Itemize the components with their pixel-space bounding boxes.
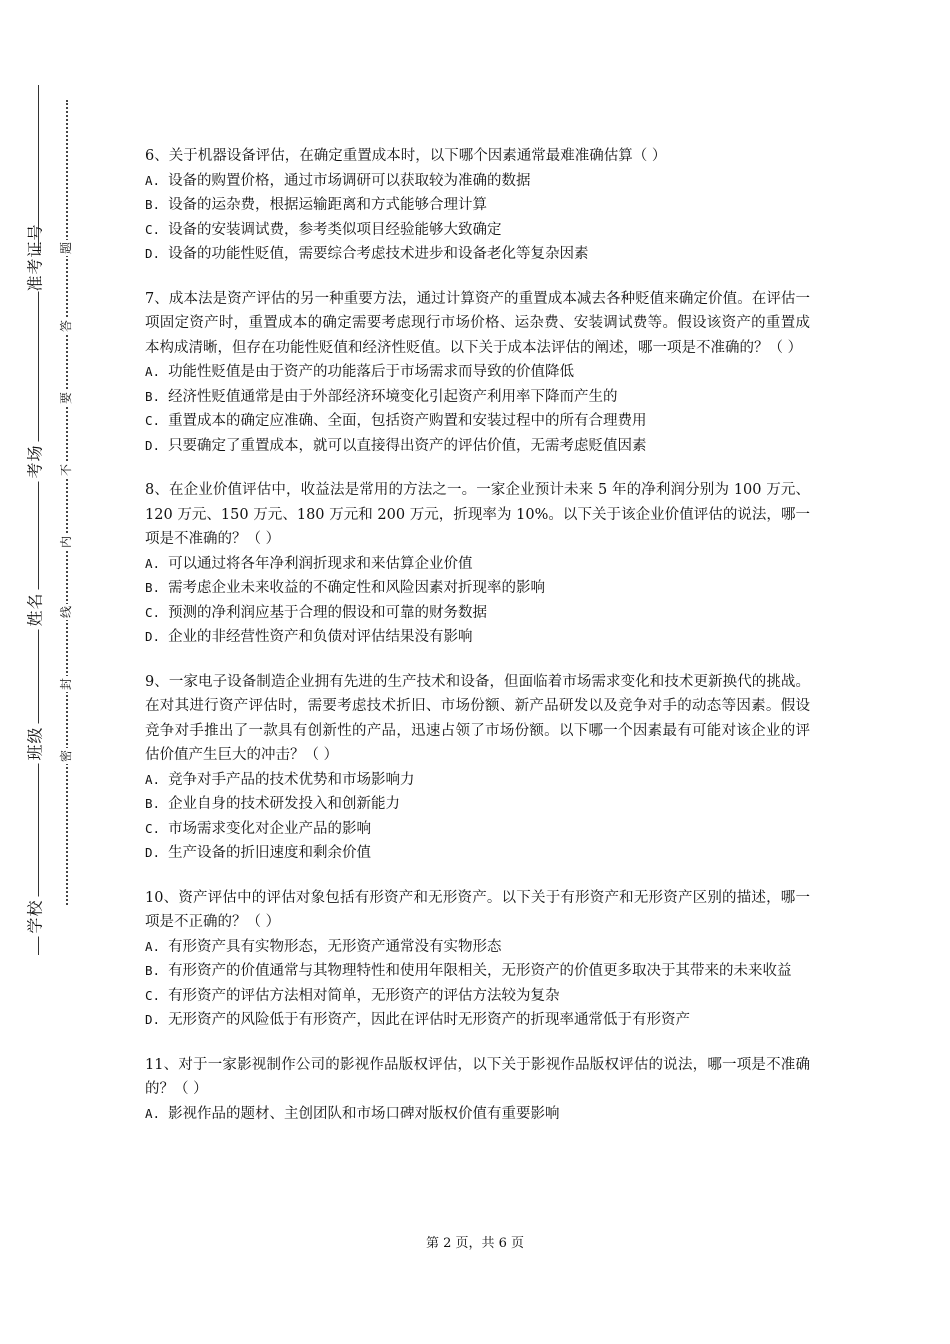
option-d: [145, 625, 810, 650]
option-label: A.: [145, 364, 161, 379]
question-10: [145, 886, 810, 1033]
question-6: [145, 144, 810, 267]
option-d: [145, 242, 810, 267]
option-a: [145, 360, 810, 385]
option-c: [145, 409, 810, 434]
option-label: D.: [145, 437, 161, 453]
question-stem: 9、一家电子设备制造企业拥有先进的生产技术和设备，但面临着市场需求变化和技术更新换代的挑战。在对其进行资产评估时，需要考虑技术折旧、市场份额、新产品研发以及竞争对手的动态等因素。假设竞争对手推出了一款具有创新性的产品，迅速占领了市场份额。以下哪一个因素最有可能对该企业的评估价值产生巨大的冲击？（ ）: [145, 673, 810, 763]
option-label: B.: [145, 963, 161, 978]
option-text: 生产设备的折旧速度和剩余价值: [168, 845, 372, 861]
option-label: D.: [145, 246, 161, 261]
question-list: [145, 144, 810, 1146]
option-c: [145, 218, 810, 243]
option-text: 重置成本的确定应准确、全面，包括资产购置和安装过程中的所有合理费用: [168, 413, 647, 429]
field-exam-number-label: 准考证号: [23, 252, 46, 292]
option-b: [145, 959, 810, 984]
option-b: [145, 385, 810, 410]
option-label: A.: [145, 1105, 161, 1121]
option-b: [145, 792, 810, 817]
option-label: C.: [145, 413, 161, 428]
option-text: 有形资产具有实物形态，无形资产通常没有实物形态: [168, 938, 502, 955]
option-text: 预测的净利润应基于合理的假设和可靠的财务数据: [168, 604, 488, 621]
option-label: B.: [145, 796, 161, 811]
option-text: 功能性贬值是由于资产的功能落后于市场需求而导致的价值降低: [168, 364, 575, 380]
option-label: A.: [145, 771, 161, 787]
option-text: 企业自身的技术研发投入和创新能力: [168, 796, 401, 812]
warning-char: 封: [59, 678, 73, 691]
option-text: 市场需求变化对企业产品的影响: [168, 820, 372, 837]
option-text: 设备的购置价格，通过市场调研可以获取较为准确的数据: [168, 172, 531, 189]
option-label: A.: [145, 172, 161, 188]
option-text: 有形资产的评估方法相对简单，无形资产的评估方法较为复杂: [168, 987, 560, 1004]
question-7: [145, 287, 810, 459]
option-text: 有形资产的价值通常与其物理特性和使用年限相关，无形资产的价值更多取决于其带来的未来收益: [168, 963, 792, 979]
option-a: [145, 768, 810, 793]
option-label: A.: [145, 938, 161, 954]
option-text: 经济性贬值通常是由于外部经济环境变化引起资产利用率下降而产生的: [168, 388, 618, 405]
option-text: 只要确定了重置成本，就可以直接得出资产的评估价值，无需考虑贬值因素: [168, 437, 647, 454]
option-label: A.: [145, 555, 161, 571]
option-d: [145, 1008, 810, 1033]
question-stem: 8、在企业价值评估中，收益法是常用的方法之一。一家企业预计未来 5 年的净利润分别为 100 万元、120 万元、150 万元、180 万元和 200 万元，折现率为 10%。以下关于该企业价值评估的说法，哪一项是不准确的？（ ）: [145, 482, 810, 547]
page-footer: 第 2 页，共 6 页: [425, 1236, 525, 1251]
field-exam-room-label: 考场: [23, 442, 46, 482]
option-label: C.: [145, 820, 161, 836]
question-stem: 10、资产评估中的评估对象包括有形资产和无形资产。以下关于有形资产和无形资产区别的描述，哪一项是不正确的？（ ）: [145, 889, 810, 930]
option-label: D.: [145, 629, 161, 644]
option-text: 设备的功能性贬值，需要综合考虑技术进步和设备老化等复杂因素: [168, 246, 589, 262]
question-stem: 7、成本法是资产评估的另一种重要方法，通过计算资产的重置成本减去各种贬值来确定价值。在评估一项固定资产时，重置成本的确定需要考虑现行市场价格、运杂费、安装调试费等。假设该资产的重置成本构成清晰，但存在功能性贬值和经济性贬值。以下关于成本法评估的阐述，哪一项是不准确的？（ ）: [145, 290, 810, 356]
binding-dotted-line: [66, 100, 68, 905]
question-stem: 6、关于机器设备评估，在确定重置成本时，以下哪个因素通常最难准确估算（ ）: [145, 148, 667, 164]
binding-margin: [0, 0, 90, 1344]
option-label: C.: [145, 221, 161, 237]
option-a: [145, 552, 810, 577]
option-c: [145, 984, 810, 1009]
warning-char: 线: [59, 606, 73, 619]
option-d: [145, 434, 810, 459]
field-class-label: 班级: [23, 724, 46, 764]
warning-char: 不: [59, 464, 73, 477]
option-label: B.: [145, 388, 161, 404]
option-b: [145, 576, 810, 601]
question-stem: 11、对于一家影视制作公司的影视作品版权评估，以下关于影视作品版权评估的说法，哪一项是不准确的？（ ）: [145, 1056, 810, 1097]
warning-char: 题: [59, 242, 73, 255]
field-name-label: 姓名: [23, 590, 46, 630]
option-a: [145, 1102, 810, 1127]
option-text: 设备的运杂费，根据运输距离和方式能够合理计算: [168, 197, 488, 213]
option-a: [145, 935, 810, 960]
option-label: B.: [145, 580, 161, 595]
question-9: [145, 670, 810, 866]
option-label: D.: [145, 845, 161, 860]
warning-char: 答: [59, 320, 73, 333]
option-label: B.: [145, 197, 161, 212]
option-text: 无形资产的风险低于有形资产，因此在评估时无形资产的折现率通常低于有形资产: [168, 1012, 691, 1028]
option-c: [145, 601, 810, 626]
warning-char: 内: [59, 536, 73, 549]
option-d: [145, 841, 810, 866]
option-label: C.: [145, 604, 161, 620]
option-text: 影视作品的题材、主创团队和市场口碑对版权价值有重要影响: [168, 1105, 560, 1122]
question-11: [145, 1053, 810, 1127]
question-8: [145, 478, 810, 650]
option-c: [145, 817, 810, 842]
option-text: 企业的非经营性资产和负债对评估结果没有影响: [168, 629, 473, 645]
warning-char: 密: [59, 750, 73, 763]
option-b: [145, 193, 810, 218]
field-school-label: 学校: [23, 897, 46, 937]
option-a: [145, 169, 810, 194]
option-label: C.: [145, 987, 161, 1003]
option-text: 需考虑企业未来收益的不确定性和风险因素对折现率的影响: [168, 580, 546, 596]
option-text: 可以通过将各年净利润折现求和来估算企业价值: [168, 555, 473, 572]
option-label: D.: [145, 1012, 161, 1027]
option-text: 竞争对手产品的技术优势和市场影响力: [168, 771, 415, 788]
binding-solid-line: [38, 85, 39, 955]
warning-char: 要: [59, 392, 73, 405]
option-text: 设备的安装调试费，参考类似项目经验能够大致确定: [168, 221, 502, 238]
